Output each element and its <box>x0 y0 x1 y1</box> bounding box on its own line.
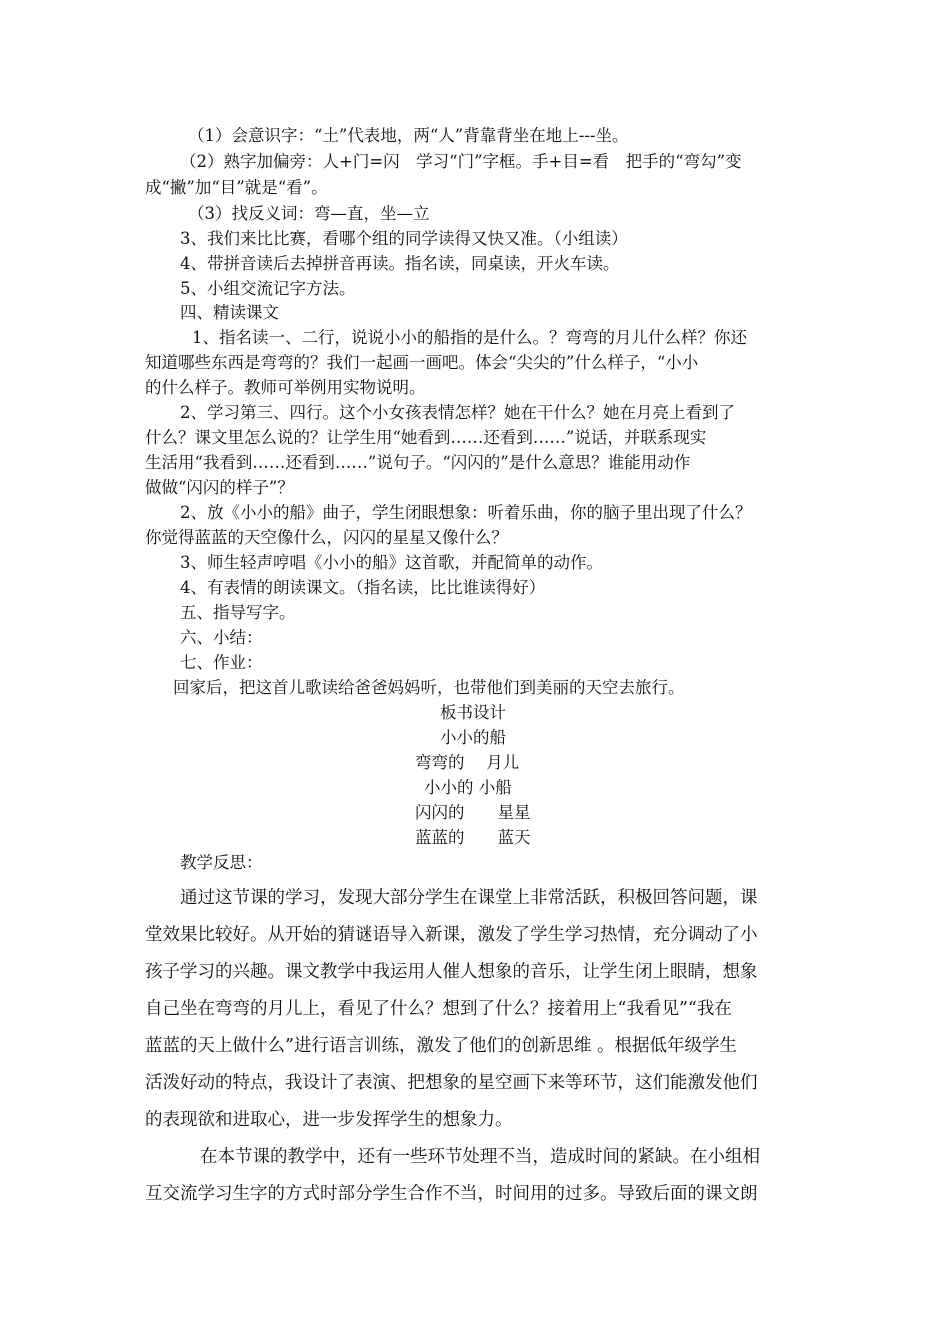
text-line: 的什么样子。教师可举例用实物说明。 <box>145 378 426 397</box>
text-line: 互交流学习生字的方式时部分学生合作不当，时间用的过多。导致后面的课文朗 <box>145 1184 758 1204</box>
board-row: 闪闪的 星星 <box>415 803 531 822</box>
text-line: 1、指名读一、二行，说说小小的船指的是什么。？弯弯的月儿什么样？你还 <box>192 328 747 347</box>
section-heading: 教学反思： <box>180 853 263 872</box>
text-line: 的表现欲和进取心，进一步发挥学生的想象力。 <box>145 1110 513 1130</box>
board-row: 蓝蓝的 蓝天 <box>415 828 531 847</box>
text-line: 成“撇”加“目”就是“看”。 <box>145 178 328 197</box>
text-line: 知道哪些东西是弯弯的？我们一起画一画吧。体会“尖尖的”什么样子，“小小 <box>145 353 699 372</box>
board-subtitle: 小小的船 <box>440 728 506 747</box>
text-line: 什么？课文里怎么说的？让学生用“她看到……还看到……”说话，并联系现实 <box>145 428 707 447</box>
section-heading: 五、指导写字。 <box>180 603 296 622</box>
text-line: （1）会意识字：“土”代表地，两“人”背靠背坐在地上---坐。 <box>188 126 629 145</box>
text-line: （3）找反义词：弯—直，坐—立 <box>188 204 430 223</box>
section-heading: 七、作业： <box>180 653 263 672</box>
text-line: 蓝蓝的天上做什么”进行语言训练，激发了他们的创新思维 。根据低年级学生 <box>145 1036 738 1056</box>
text-line: 孩子学习的兴趣。课文教学中我运用人催人想象的音乐，让学生闭上眼睛，想象 <box>145 962 758 982</box>
section-heading: 四、精读课文 <box>180 303 279 322</box>
text-line: 在本节课的教学中，还有一些环节处理不当，造成时间的紧缺。在小组相 <box>200 1147 760 1167</box>
text-line: 通过这节课的学习，发现大部分学生在课堂上非常活跃，积极回答问题，课 <box>180 888 758 908</box>
text-line: 活泼好动的特点，我设计了表演、把想象的星空画下来等环节，这们能激发他们 <box>145 1073 758 1093</box>
text-line: 3、我们来比比赛，看哪个组的同学读得又快又准。（小组读） <box>180 229 628 248</box>
text-line: 3、师生轻声哼唱《小小的船》这首歌，并配简单的动作。 <box>180 553 603 572</box>
text-line: 生活用“我看到……还看到……”说句子。“闪闪的”是什么意思？谁能用动作 <box>145 453 691 472</box>
text-line: （2）熟字加偏旁：人+门=闪 学习“门”字框。手+目=看 把手的“弯勾”变 <box>180 152 742 171</box>
text-line: 自己坐在弯弯的月儿上，看见了什么？想到了什么？接着用上“我看见”“我在 <box>145 999 732 1019</box>
board-title: 板书设计 <box>440 703 506 722</box>
text-line: 回家后，把这首儿歌读给爸爸妈妈听，也带他们到美丽的天空去旅行。 <box>173 678 685 697</box>
text-line: 2、放《小小的船》曲子，学生闭眼想象：听着乐曲，你的脑子里出现了什么？ <box>180 503 752 522</box>
text-line: 4、带拼音读后去掉拼音再读。指名读，同桌读，开火车读。 <box>180 254 620 273</box>
board-row: 弯弯的 月儿 <box>415 753 520 772</box>
section-heading: 六、小结： <box>180 628 263 647</box>
board-row: 小小的 小船 <box>424 778 512 797</box>
text-line: 做做“闪闪的样子”？ <box>145 478 294 497</box>
text-line: 2、学习第三、四行。这个小女孩表情怎样？她在干什么？她在月亮上看到了 <box>180 403 735 422</box>
text-line: 堂效果比较好。从开始的猜谜语导入新课，激发了学生学习热情，充分调动了小 <box>145 925 758 945</box>
text-line: 5、小组交流记字方法。 <box>180 279 356 298</box>
text-line: 4、有表情的朗读课文。（指名读，比比谁读得好） <box>180 578 546 597</box>
text-line: 你觉得蓝蓝的天空像什么，闪闪的星星又像什么？ <box>145 528 508 547</box>
